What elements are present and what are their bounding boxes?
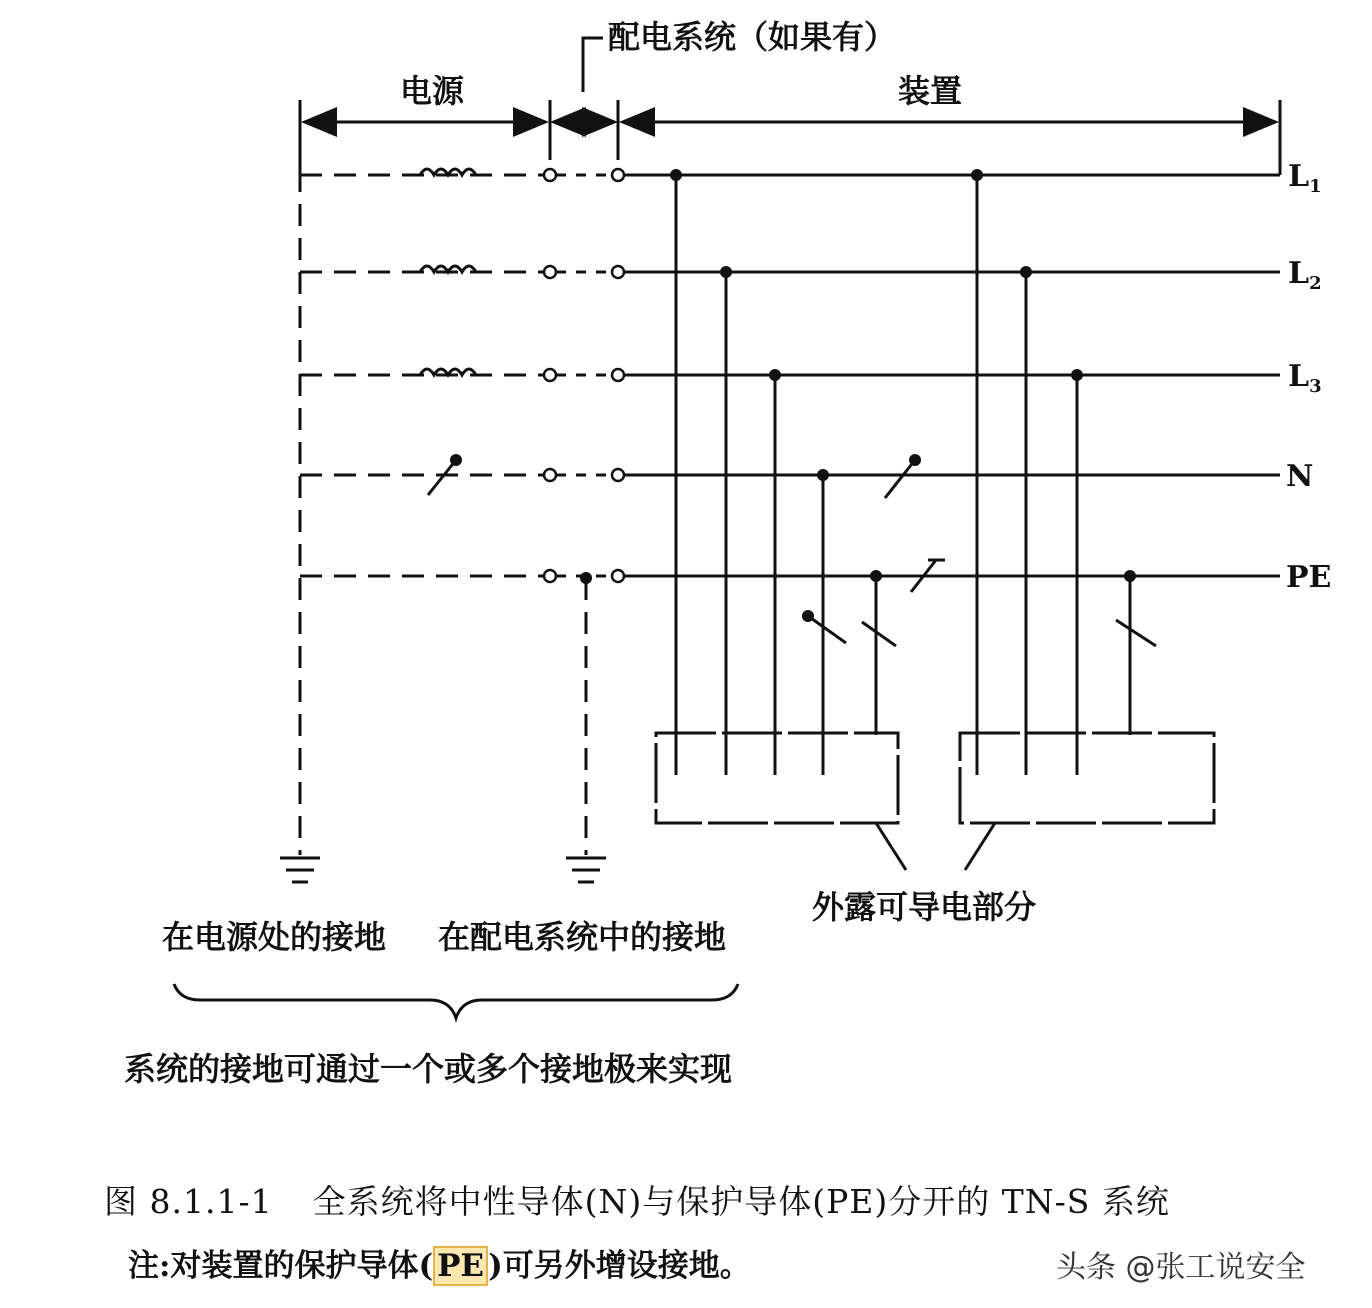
earth-at-source-label: 在电源处的接地 xyxy=(162,918,387,956)
eq1-pe-link-mark xyxy=(862,622,896,646)
equipment-2-box xyxy=(960,733,1214,823)
source-earth-symbol xyxy=(280,858,320,882)
dist-system-label: 配电系统（如果有） xyxy=(608,18,897,56)
dist-system-leader xyxy=(583,38,603,92)
note-highlight: PE xyxy=(433,1246,488,1286)
dist-earth-symbol xyxy=(566,858,606,882)
exposed-leader-2 xyxy=(965,823,995,870)
winding-l2-icon xyxy=(420,266,476,272)
rail-label-l2: $L_2$ xyxy=(1288,256,1322,294)
eq2-pe-link-mark xyxy=(1116,620,1156,646)
grouping-brace xyxy=(174,984,738,1018)
rail-label-pe: PE xyxy=(1286,560,1332,595)
watermark: 头条 @张工说安全 xyxy=(1056,1250,1306,1285)
rail-label-n: N xyxy=(1286,459,1314,494)
installation-label: 装置 xyxy=(898,72,963,110)
eq1-n-link-mark xyxy=(808,616,846,643)
earth-in-dist-label: 在配电系统中的接地 xyxy=(438,918,727,956)
exposed-leader-1 xyxy=(876,823,906,870)
note-suffix: )可另外增设接地。 xyxy=(488,1248,751,1284)
source-neutral-switch xyxy=(428,460,456,495)
figure-caption xyxy=(104,1176,1170,1223)
note-prefix: 注:对装置的保护导体( xyxy=(128,1248,434,1284)
rail-label-l3: $L_3$ xyxy=(1288,359,1322,397)
winding-l1-icon xyxy=(420,169,476,175)
figure-title: 全系统将中性导体(N)与保护导体(PE)分开的 TN-S 系统 xyxy=(312,1182,1170,1221)
install-neutral-switch xyxy=(885,460,915,498)
junction-dots xyxy=(450,169,1136,622)
winding-l3-icon xyxy=(420,369,476,375)
system-earthing-label: 系统的接地可通过一个或多个接地极来实现 xyxy=(124,1050,733,1088)
figure-number: 图 8.1.1-1 xyxy=(104,1182,273,1221)
equipment-1-box xyxy=(656,733,898,823)
exposed-parts-label: 外露可导电部分 xyxy=(812,888,1037,926)
figure-note xyxy=(128,1240,751,1285)
source-label: 电源 xyxy=(400,72,465,110)
rail-label-l1: $L_1$ xyxy=(1288,159,1322,197)
